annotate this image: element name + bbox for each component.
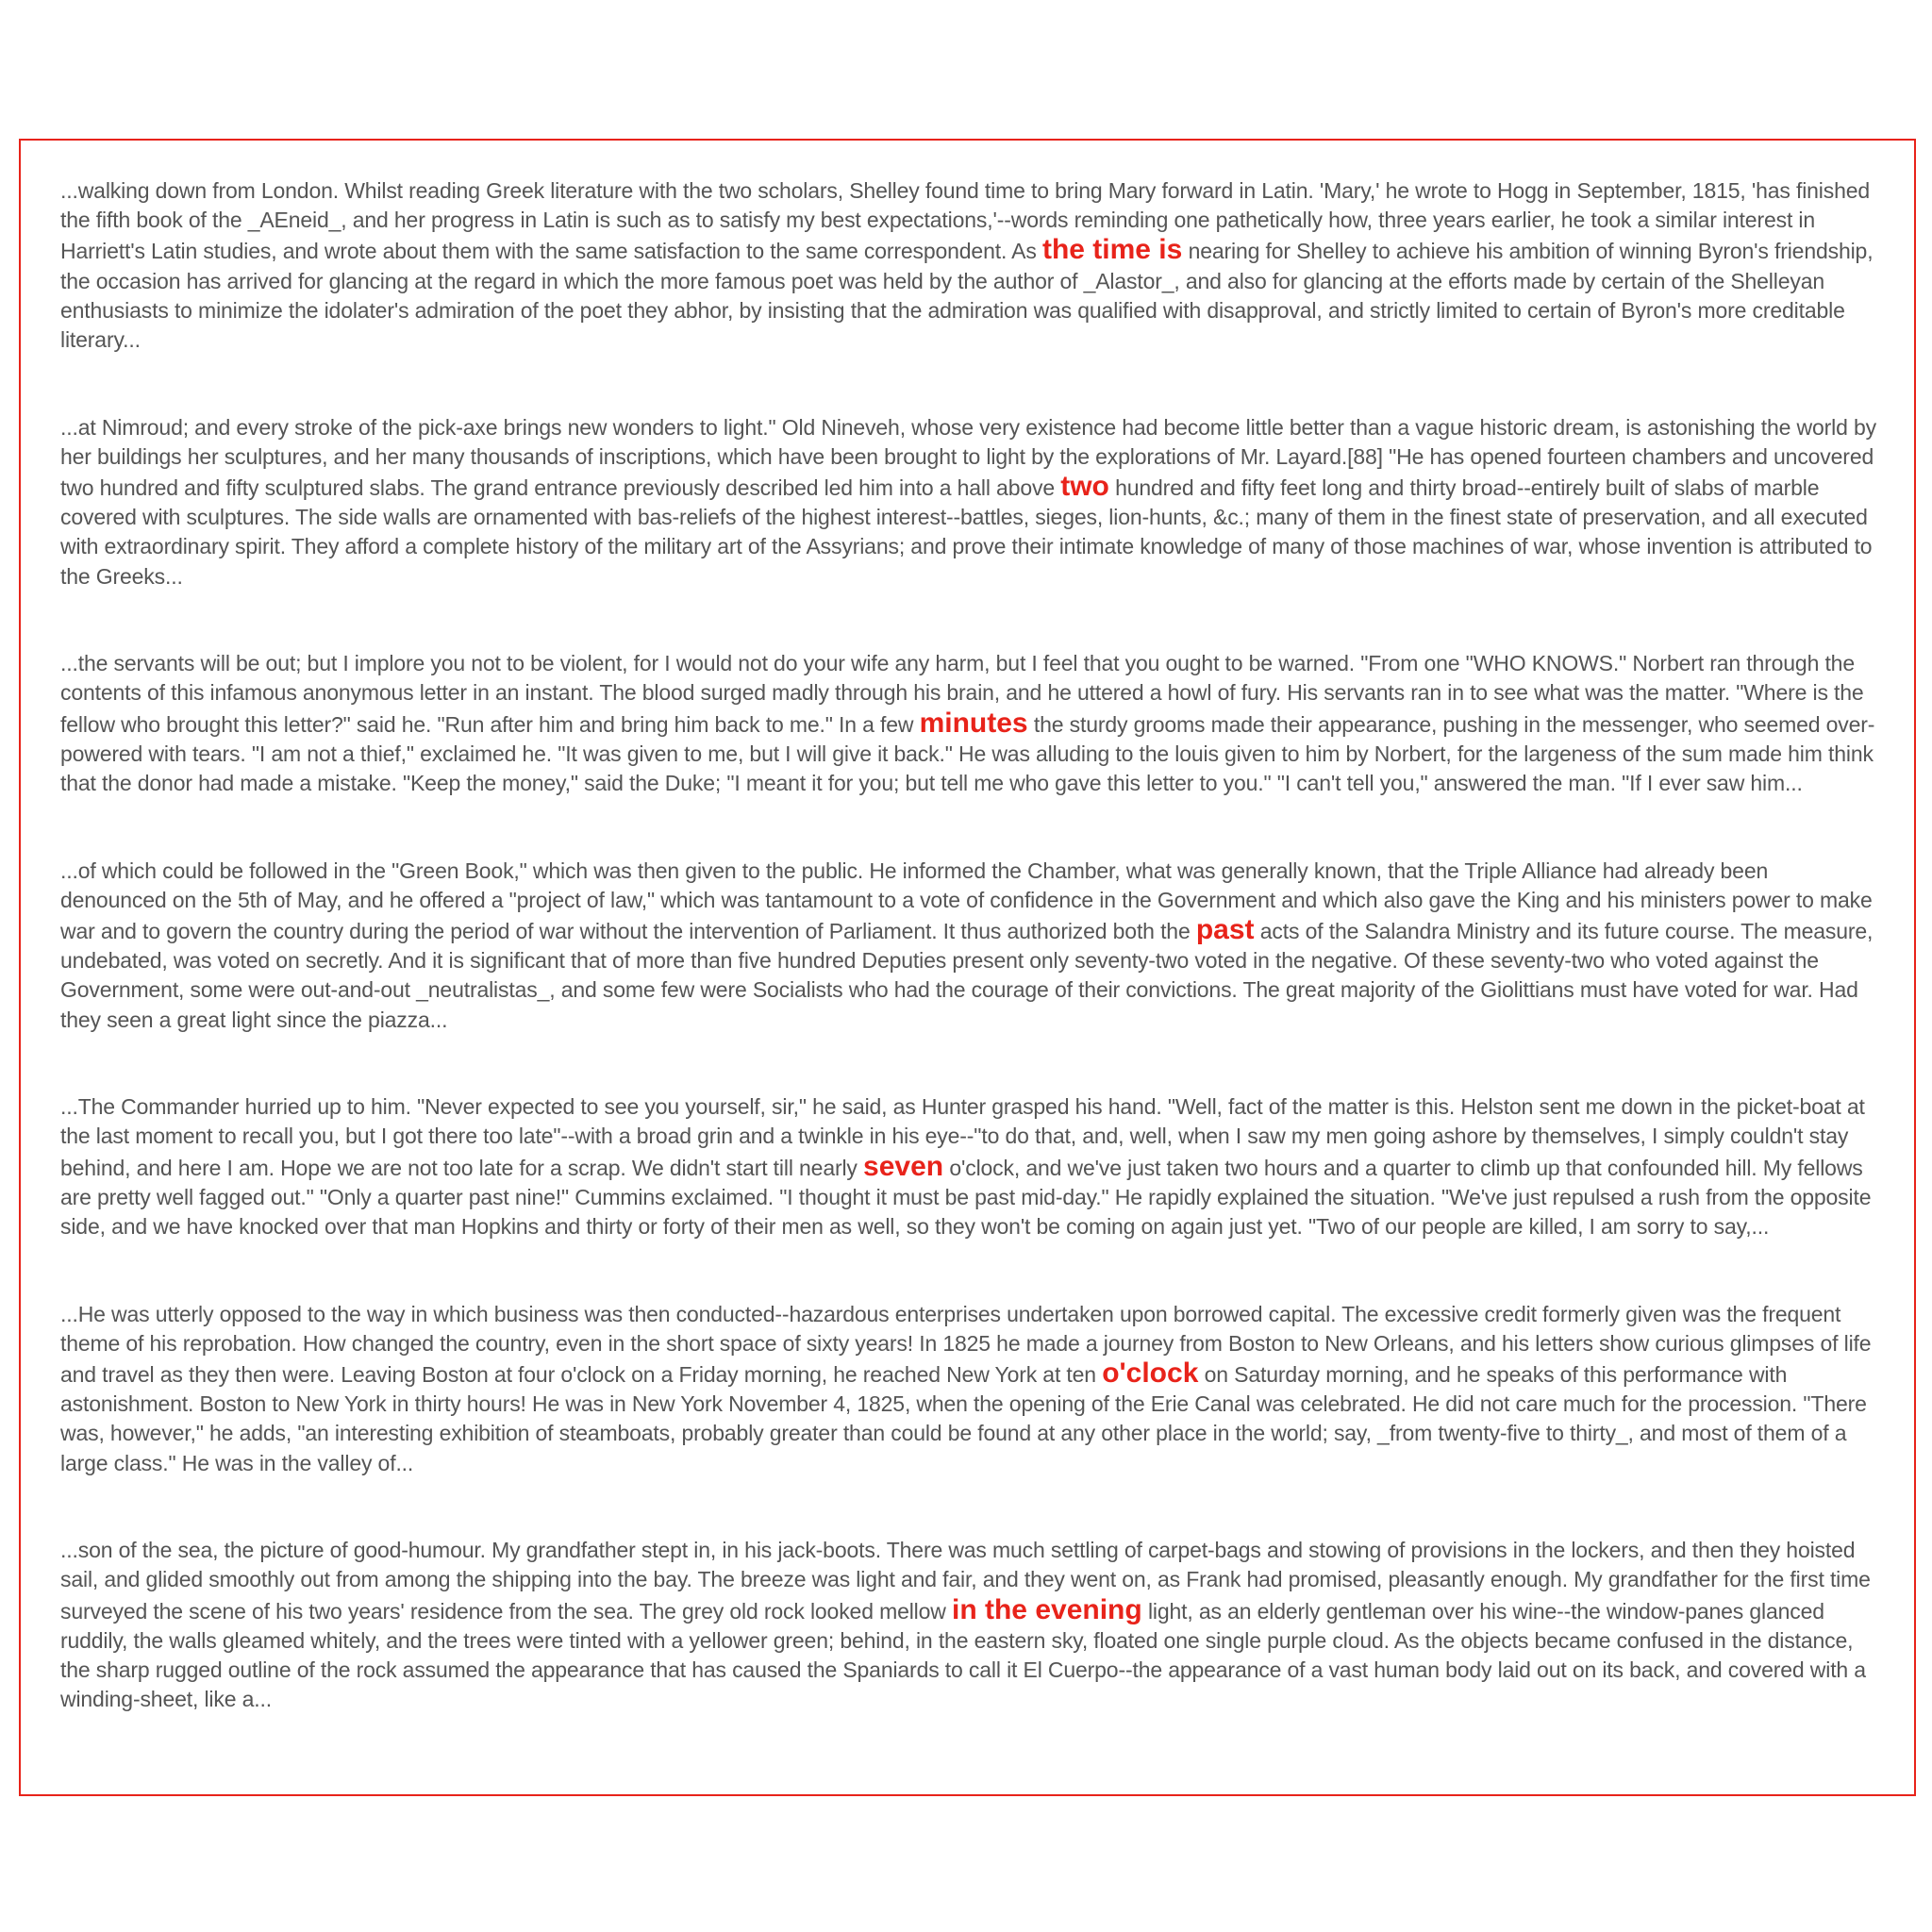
passage-text-after: hundred and fifty feet long and thirty broad--entirely built of slabs of marble covered with sculptures. The side walls are ornamented with bas-reliefs of the highest interest--battles, sieges, lion-hunts, &c.; many of them in the finest state of preservation, and all executed with extraordinary spirit. They afford a complete history of the military art of the Assyrians; and prove their intimate knowledge of many of those machines of war, whose invention is attributed to the Greeks... (60, 475, 1873, 589)
passage-text-after: acts of the Salandra Ministry and its future course. The measure, undebated, was voted on secretly. And it is significant that of more than five hundred Deputies present only seventy-two voted in the negative. Of these seventy-two who voted against the Government, some were out-and-out _neutralistas_, and some few were Socialists who had the courage of their convictions. The great majority of the Giolittians must have voted for war. Had they seen a great light since the piazza... (60, 919, 1874, 1032)
passage-text-before: ...The Commander hurried up to him. "Never expected to see you yourself, sir," he said, as Hunter grasped his hand. "Well, fact of the matter is this. Helston sent me down in the picket-boat at the last moment to recall you, but I got there too late"--with a broad grin and a twinkle in his eye--"to do that, and, well, when I saw my men going ashore by themselves, I simply couldn't stay behind, and here I am. Hope we are not too late for a scrap. We didn't start till nearly (60, 1094, 1865, 1180)
passages-frame (19, 139, 1916, 1796)
passage-2 (60, 413, 1876, 591)
time-phrase-highlight: the time is (1041, 234, 1183, 266)
passage-6 (60, 1300, 1876, 1478)
passage-1 (60, 176, 1876, 355)
passage-text-before: ...He was utterly opposed to the way in which business was then conducted--hazardous enterprises undertaken upon borrowed capital. The excessive credit formerly given was the frequent theme of his reprobation. How changed the country, even in the short space of sixty years! In 1825 he made a journey from Boston to New Orleans, and his letters show curious glimpses of life and travel as they then were. Leaving Boston at four o'clock on a Friday morning, he reached New York at ten (60, 1301, 1872, 1388)
passage-text-before: ...walking down from London. Whilst reading Greek literature with the two scholars, Shelley found time to bring Mary forward in Latin. 'Mary,' he wrote to Hogg in September, 1815, 'has finished the fifth book of the _AEneid_, and her progress in Latin is such as to satisfy my best expectations,'--words reminding one pathetically how, three years earlier, he took a similar interest in Harriett's Latin studies, and wrote about them with the same satisfaction to the same correspondent. As (60, 178, 1871, 264)
time-phrase-highlight: in the evening (952, 1593, 1142, 1625)
passage-text-before: ...son of the sea, the picture of good-humour. My grandfather stept in, in his jack-boots. There was much settling of carpet-bags and stowing of provisions in the lockers, and then they hoisted sail, and glided smoothly out from among the shipping into the bay. The breeze was light and fair, and they went on, as Frank had promised, pleasantly enough. My grandfather for the first time surveyed the scene of his two years' residence from the sea. The grey old rock looked mellow (60, 1538, 1871, 1624)
passage-text-before: ...at Nimroud; and every stroke of the pick-axe brings new wonders to light." Old Nineveh, whose very existence had become little better than a vague historic dream, is astonishing the world by her buildings her sculptures, and her many thousands of inscriptions, which have been brought to light by the explorations of Mr. Layard.[88] "He has opened fourteen chambers and uncovered two hundred and fifty sculptured slabs. The grand entrance previously described led him into a hall above (60, 414, 1876, 501)
time-phrase-highlight: seven (863, 1150, 944, 1182)
time-phrase-highlight: minutes (919, 707, 1028, 739)
passage-7 (60, 1536, 1876, 1714)
passage-text-after: nearing for Shelley to achieve his ambition of winning Byron's friendship, the occasion has arrived for glancing at the regard in which the more famous poet was held by the author of _Alastor_, and also for glancing at the efforts made by certain of the Shelleyan enthusiasts to minimize the idolater's admiration of the poet they abhor, by insisting that the admiration was qualified with disapproval, and strictly limited to certain of Byron's more creditable literary... (60, 239, 1874, 353)
passage-text-after: on Saturday morning, and he speaks of this performance with astonishment. Boston to New York in thirty hours! He was in New York November 4, 1825, when the opening of the Erie Canal was celebrated. He did not care much for the procession. "There was, however," he adds, "an interesting exhibition of steamboats, probably greater than could be found at any other place in the world; say, _from twenty-five to thirty_, and most of them of a large class." He was in the valley of... (60, 1362, 1867, 1475)
time-phrase-highlight: o'clock (1102, 1357, 1199, 1390)
time-phrase-highlight: two (1060, 471, 1109, 503)
time-phrase-highlight: past (1195, 914, 1255, 946)
passage-3 (60, 649, 1876, 798)
passage-5 (60, 1092, 1876, 1241)
passage-text-after: the sturdy grooms made their appearance, pushing in the messenger, who seemed over-powered with tears. "I am not a thief," exclaimed he. "It was given to me, but I will give it back." He was alluding to the louis given to him by Norbert, for the largeness of the sum made him think that the donor had made a mistake. "Keep the money," said the Duke; "I meant it for you; but tell me who gave this letter to you." "I can't tell you," answered the man. "If I ever saw him... (60, 711, 1875, 796)
passage-text-before: ...of which could be followed in the "Green Book," which was then given to the public. He informed the Chamber, what was generally known, that the Triple Alliance had already been denounced on the 5th of May, and he offered a "project of law," which was tantamount to a vote of confidence in the Government and which also gave the King and his ministers power to make war and to govern the country during the period of war without the intervention of Parliament. It thus authorized both the (60, 858, 1873, 944)
passage-text-before: ...the servants will be out; but I implore you not to be violent, for I would not do your wife any harm, but I feel that you ought to be warned. "From one "WHO KNOWS." Norbert ran through the contents of this infamous anonymous letter in an instant. The blood surged madly through his brain, and he uttered a howl of fury. His servants ran in to see what was the matter. "Where is the fellow who brought this letter?" said he. "Run after him and bring him back to me." In a few (60, 651, 1864, 737)
passage-4 (60, 857, 1876, 1035)
passage-text-after: o'clock, and we've just taken two hours and a quarter to climb up that confounded hill. My fellows are pretty well fagged out." "Only a quarter past nine!" Cummins exclaimed. "I thought it must be past mid-day." He rapidly explained the situation. "We've just repulsed a rush from the opposite side, and we have knocked over that man Hopkins and thirty or forty of their men as well, so they won't be coming on again just yet. "Two of our people are killed, I am sorry to say,... (60, 1155, 1872, 1240)
passage-text-after: light, as an elderly gentleman over his wine--the window-panes glanced ruddily, the walls gleamed whitely, and the trees were tinted with a yellower green; behind, in the eastern sky, floated one single purple cloud. As the objects became confused in the distance, the sharp rugged outline of the rock assumed the appearance that has caused the Spaniards to call it El Cuerpo--the appearance of a vast human body laid out on its back, and covered with a winding-sheet, like a... (60, 1598, 1866, 1712)
